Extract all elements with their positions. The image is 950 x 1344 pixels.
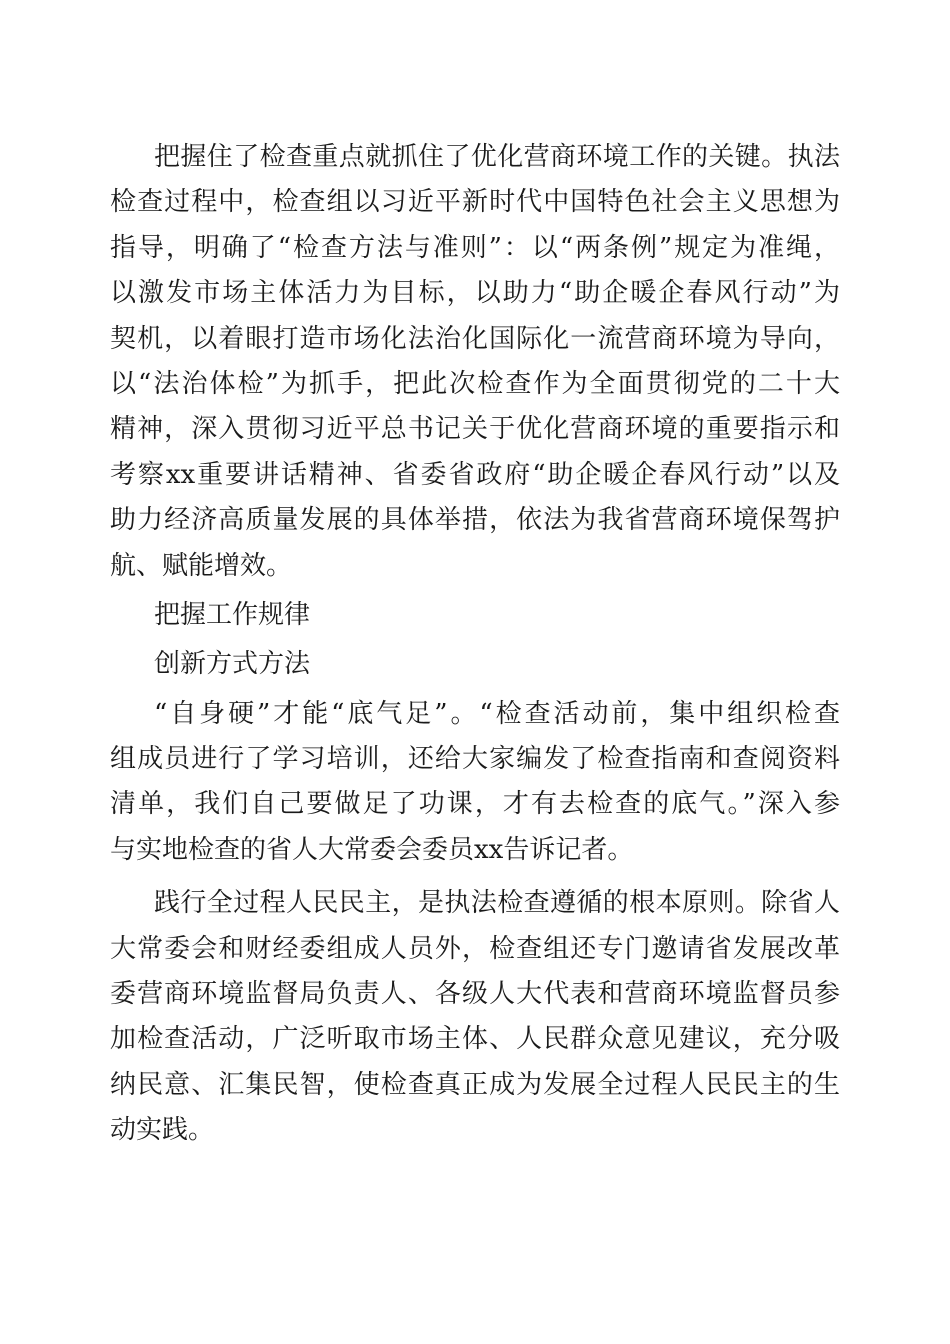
paragraph-line: 纳民意、汇集民智，使检查真正成为发展全过程人民民主的生 xyxy=(110,1069,840,1100)
document-body xyxy=(110,135,840,1154)
paragraph-line: 与实地检查的省人大常委会委员xx告诉记者。 xyxy=(110,834,634,865)
paragraph-line: 组成员进行了学习培训，还给大家编发了检查指南和查阅资料 xyxy=(110,744,840,775)
section-heading-innovation xyxy=(110,642,840,687)
paragraph-line: 以激发市场主体活力为目标，以助力“助企暖企春风行动”为 xyxy=(110,278,840,309)
section-heading-text: 创新方式方法 xyxy=(154,649,311,680)
paragraph-key-focus xyxy=(110,135,840,589)
paragraph-line: 以“法治体检”为抓手，把此次检查作为全面贯彻党的二十大 xyxy=(110,368,840,399)
section-heading-text: 把握工作规律 xyxy=(154,599,311,630)
paragraph-line: 指导，明确了“检查方法与准则”：以“两条例”规定为准绳， xyxy=(110,232,840,263)
paragraph-line: 精神，深入贯彻习近平总书记关于优化营商环境的重要指示和 xyxy=(110,414,840,445)
paragraph-line: 加检查活动，广泛听取市场主体、人民群众意见建议，充分吸 xyxy=(110,1024,840,1055)
paragraph-whole-process-democracy xyxy=(110,881,840,1153)
paragraph-line: 把握住了检查重点就抓住了优化营商环境工作的关键。执法 xyxy=(154,142,840,172)
paragraph-self-discipline xyxy=(110,692,840,874)
paragraph-line: 大常委会和财经委组成人员外，检查组还专门邀请省发展改革 xyxy=(110,933,840,964)
paragraph-line: 考察xx重要讲话精神、省委省政府“助企暖企春风行动”以及 xyxy=(110,459,840,490)
paragraph-line: 动实践。 xyxy=(110,1115,215,1146)
paragraph-line: 践行全过程人民民主，是执法检查遵循的根本原则。除省人 xyxy=(154,888,840,919)
paragraph-line: 检查过程中，检查组以习近平新时代中国特色社会主义思想为 xyxy=(110,187,840,218)
paragraph-line: 委营商环境监督局负责人、各级人大代表和营商环境监督员参 xyxy=(110,979,840,1010)
paragraph-line: “自身硬”才能“底气足”。“检查活动前，集中组织检查 xyxy=(154,698,840,729)
paragraph-line: 契机，以着眼打造市场化法治化国际化一流营商环境为导向， xyxy=(110,323,840,354)
section-heading-work-rules xyxy=(110,593,840,638)
paragraph-line: 清单，我们自己要做足了功课，才有去检查的底气。”深入参 xyxy=(110,789,840,820)
paragraph-line: 助力经济高质量发展的具体举措，依法为我省营商环境保驾护 xyxy=(110,505,840,536)
paragraph-line: 航、赋能增效。 xyxy=(110,550,293,581)
